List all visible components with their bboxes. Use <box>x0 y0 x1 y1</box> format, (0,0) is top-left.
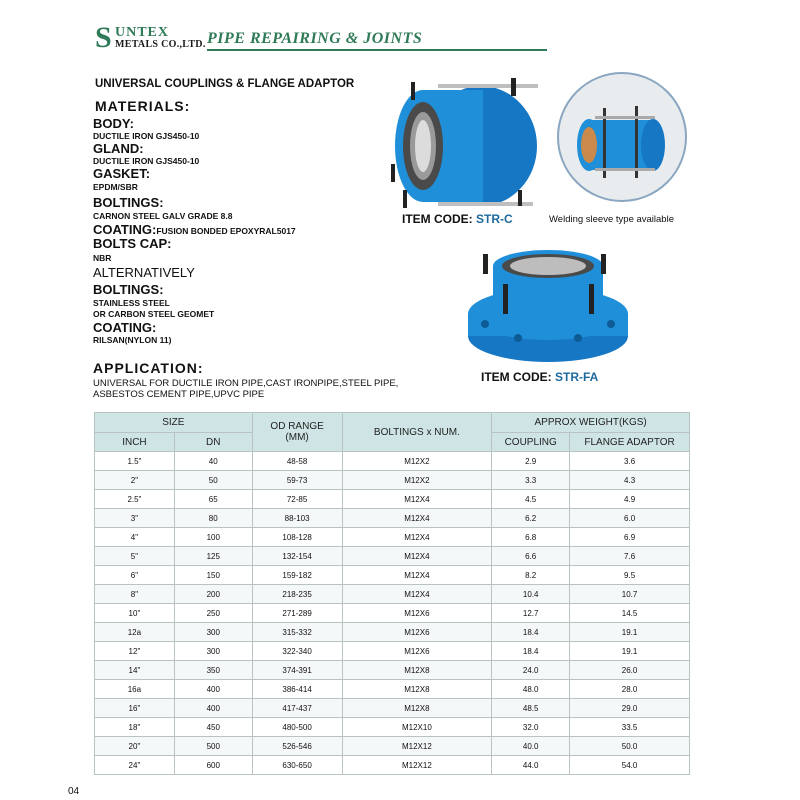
gasket-label: GASKET: <box>93 166 151 181</box>
flange-adaptor-image <box>463 242 633 366</box>
header-flange-adaptor: FLANGE ADAPTOR <box>570 433 690 452</box>
cell-flange-weight: 6.0 <box>570 509 690 528</box>
cell-inch: 14" <box>95 661 175 680</box>
table-row <box>95 661 690 680</box>
cell-od-range: 417-437 <box>252 699 342 718</box>
cell-flange-weight: 54.0 <box>570 756 690 775</box>
cell-flange-weight: 6.9 <box>570 528 690 547</box>
cell-coupling-weight: 6.2 <box>492 509 570 528</box>
cell-boltings: M12X2 <box>342 471 492 490</box>
cell-dn: 80 <box>174 509 252 528</box>
cell-dn: 350 <box>174 661 252 680</box>
cell-od-range: 322-340 <box>252 642 342 661</box>
logo-subtitle: METALS CO.,LTD. <box>115 39 206 50</box>
cell-boltings: M12X4 <box>342 547 492 566</box>
cell-inch: 18" <box>95 718 175 737</box>
cell-inch: 2" <box>95 471 175 490</box>
cell-coupling-weight: 32.0 <box>492 718 570 737</box>
cell-inch: 16a <box>95 680 175 699</box>
cell-od-range: 159-182 <box>252 566 342 585</box>
cell-flange-weight: 4.3 <box>570 471 690 490</box>
table-row <box>95 642 690 661</box>
header-inch: INCH <box>95 433 175 452</box>
cell-coupling-weight: 18.4 <box>492 623 570 642</box>
table-row <box>95 452 690 471</box>
cell-od-range: 386-414 <box>252 680 342 699</box>
application-line-2: ASBESTOS CEMENT PIPE,UPVC PIPE <box>93 389 265 400</box>
table-row <box>95 509 690 528</box>
cell-flange-weight: 9.5 <box>570 566 690 585</box>
cell-od-range: 48-58 <box>252 452 342 471</box>
cell-od-range: 315-332 <box>252 623 342 642</box>
cell-od-range: 88-103 <box>252 509 342 528</box>
cell-flange-weight: 33.5 <box>570 718 690 737</box>
cell-boltings: M12X6 <box>342 604 492 623</box>
cell-coupling-weight: 18.4 <box>492 642 570 661</box>
cell-flange-weight: 26.0 <box>570 661 690 680</box>
body-value: DUCTILE IRON GJS450-10 <box>93 131 200 141</box>
cell-inch: 6" <box>95 566 175 585</box>
cell-boltings: M12X4 <box>342 490 492 509</box>
cell-flange-weight: 29.0 <box>570 699 690 718</box>
cell-inch: 10" <box>95 604 175 623</box>
cell-flange-weight: 19.1 <box>570 642 690 661</box>
cell-inch: 12a <box>95 623 175 642</box>
cell-coupling-weight: 12.7 <box>492 604 570 623</box>
coating-label: COATING: <box>93 222 157 237</box>
cell-dn: 300 <box>174 642 252 661</box>
cell-boltings: M12X4 <box>342 566 492 585</box>
cell-boltings: M12X12 <box>342 756 492 775</box>
gland-label: GLAND: <box>93 141 144 156</box>
cell-inch: 2.5" <box>95 490 175 509</box>
cell-inch: 4" <box>95 528 175 547</box>
boltings-label: BOLTINGS: <box>93 195 164 210</box>
cell-inch: 1.5" <box>95 452 175 471</box>
cell-boltings: M12X10 <box>342 718 492 737</box>
cell-od-range: 108-128 <box>252 528 342 547</box>
cell-boltings: M12X4 <box>342 509 492 528</box>
page-header <box>95 21 515 54</box>
cell-boltings: M12X6 <box>342 642 492 661</box>
cell-coupling-weight: 6.6 <box>492 547 570 566</box>
table-row <box>95 566 690 585</box>
cell-boltings: M12X8 <box>342 699 492 718</box>
cell-dn: 400 <box>174 680 252 699</box>
materials-heading: MATERIALS: <box>95 98 191 114</box>
spec-table-body <box>95 452 690 775</box>
logo-name: UNTEX <box>115 25 170 40</box>
table-row <box>95 737 690 756</box>
cell-dn: 150 <box>174 566 252 585</box>
alternatively-text: ALTERNATIVELY <box>93 265 195 280</box>
cell-dn: 200 <box>174 585 252 604</box>
item-code-c-value: STR-C <box>476 212 513 226</box>
cell-boltings: M12X4 <box>342 585 492 604</box>
cell-dn: 600 <box>174 756 252 775</box>
cell-od-range: 59-73 <box>252 471 342 490</box>
header-approx-weight: APPROX WEIGHT(KGS) <box>492 413 690 433</box>
header-size: SIZE <box>95 413 253 433</box>
cell-boltings: M12X4 <box>342 528 492 547</box>
cell-coupling-weight: 8.2 <box>492 566 570 585</box>
item-code-fa-label: ITEM CODE: <box>481 370 552 384</box>
cell-od-range: 271-289 <box>252 604 342 623</box>
cell-coupling-weight: 4.5 <box>492 490 570 509</box>
item-code-c-label: ITEM CODE: <box>402 212 473 226</box>
table-row <box>95 528 690 547</box>
cell-dn: 65 <box>174 490 252 509</box>
cell-boltings: M12X8 <box>342 680 492 699</box>
alt-coating-value: RILSAN(NYLON 11) <box>93 335 172 345</box>
cell-inch: 3" <box>95 509 175 528</box>
table-row <box>95 756 690 775</box>
table-row <box>95 718 690 737</box>
cell-dn: 125 <box>174 547 252 566</box>
cell-coupling-weight: 40.0 <box>492 737 570 756</box>
cell-od-range: 526-546 <box>252 737 342 756</box>
gasket-value: EPDM/SBR <box>93 182 138 192</box>
alt-boltings-label: BOLTINGS: <box>93 282 164 297</box>
alt-boltings-value-1: STAINLESS STEEL <box>93 298 170 308</box>
body-label: BODY: <box>93 116 134 131</box>
application-heading: APPLICATION: <box>93 360 204 376</box>
cell-flange-weight: 14.5 <box>570 604 690 623</box>
header-boltings: BOLTINGS x NUM. <box>342 413 492 452</box>
cell-flange-weight: 4.9 <box>570 490 690 509</box>
cell-od-range: 630-650 <box>252 756 342 775</box>
table-row <box>95 585 690 604</box>
application-line-1: UNIVERSAL FOR DUCTILE IRON PIPE,CAST IRONPIPE,STEEL PIPE, <box>93 378 399 389</box>
coupling-image <box>383 72 543 212</box>
table-row <box>95 604 690 623</box>
cell-flange-weight: 3.6 <box>570 452 690 471</box>
cell-dn: 500 <box>174 737 252 756</box>
cell-od-range: 72-85 <box>252 490 342 509</box>
gland-value: DUCTILE IRON GJS450-10 <box>93 156 200 166</box>
bolts-cap-value: NBR <box>93 253 112 263</box>
cell-od-range: 374-391 <box>252 661 342 680</box>
page-title: UNIVERSAL COUPLINGS & FLANGE ADAPTOR <box>95 78 355 90</box>
item-code-c <box>402 212 513 226</box>
cell-flange-weight: 7.6 <box>570 547 690 566</box>
bolts-cap-label: BOLTS CAP: <box>93 236 172 251</box>
header-dn: DN <box>174 433 252 452</box>
cell-dn: 450 <box>174 718 252 737</box>
logo-letter: S <box>95 21 112 54</box>
cell-inch: 12" <box>95 642 175 661</box>
cell-flange-weight: 10.7 <box>570 585 690 604</box>
cell-flange-weight: 50.0 <box>570 737 690 756</box>
cell-coupling-weight: 10.4 <box>492 585 570 604</box>
cell-coupling-weight: 48.5 <box>492 699 570 718</box>
table-row <box>95 471 690 490</box>
header-title: PIPE REPAIRING & JOINTS <box>207 30 423 47</box>
cell-inch: 8" <box>95 585 175 604</box>
boltings-value: CARNON STEEL GALV GRADE 8.8 <box>93 211 233 221</box>
header-coupling: COUPLING <box>492 433 570 452</box>
cell-inch: 5" <box>95 547 175 566</box>
cell-coupling-weight: 6.8 <box>492 528 570 547</box>
cell-flange-weight: 19.1 <box>570 623 690 642</box>
cell-boltings: M12X8 <box>342 661 492 680</box>
table-row <box>95 623 690 642</box>
cell-coupling-weight: 48.0 <box>492 680 570 699</box>
cell-inch: 20" <box>95 737 175 756</box>
cell-od-range: 132-154 <box>252 547 342 566</box>
header-od-range <box>252 413 342 452</box>
table-row <box>95 547 690 566</box>
welding-sleeve-image <box>555 70 689 204</box>
cell-dn: 400 <box>174 699 252 718</box>
coating-value: FUSION BONDED EPOXYRAL5017 <box>156 226 296 236</box>
cell-boltings: M12X2 <box>342 452 492 471</box>
cell-dn: 250 <box>174 604 252 623</box>
cell-dn: 100 <box>174 528 252 547</box>
cell-od-range: 480-500 <box>252 718 342 737</box>
cell-coupling-weight: 2.9 <box>492 452 570 471</box>
table-row <box>95 680 690 699</box>
page-number: 04 <box>68 786 80 797</box>
cell-od-range: 218-235 <box>252 585 342 604</box>
cell-coupling-weight: 3.3 <box>492 471 570 490</box>
cell-dn: 40 <box>174 452 252 471</box>
table-row <box>95 699 690 718</box>
alt-boltings-value-2: OR CARBON STEEL GEOMET <box>93 309 215 319</box>
header-od-unit: (MM) <box>285 432 309 443</box>
item-code-fa-value: STR-FA <box>555 370 599 384</box>
cell-boltings: M12X6 <box>342 623 492 642</box>
alt-coating-label: COATING: <box>93 320 157 335</box>
cell-inch: 16" <box>95 699 175 718</box>
cell-dn: 300 <box>174 623 252 642</box>
cell-boltings: M12X12 <box>342 737 492 756</box>
table-row <box>95 490 690 509</box>
cell-coupling-weight: 44.0 <box>492 756 570 775</box>
spec-table <box>94 412 690 775</box>
cell-inch: 24" <box>95 756 175 775</box>
cell-coupling-weight: 24.0 <box>492 661 570 680</box>
cell-flange-weight: 28.0 <box>570 680 690 699</box>
header-divider <box>207 49 547 51</box>
welding-note: Welding sleeve type available <box>549 214 674 225</box>
item-code-fa <box>481 370 598 384</box>
cell-dn: 50 <box>174 471 252 490</box>
header-od-range-label: OD RANGE <box>270 421 324 432</box>
